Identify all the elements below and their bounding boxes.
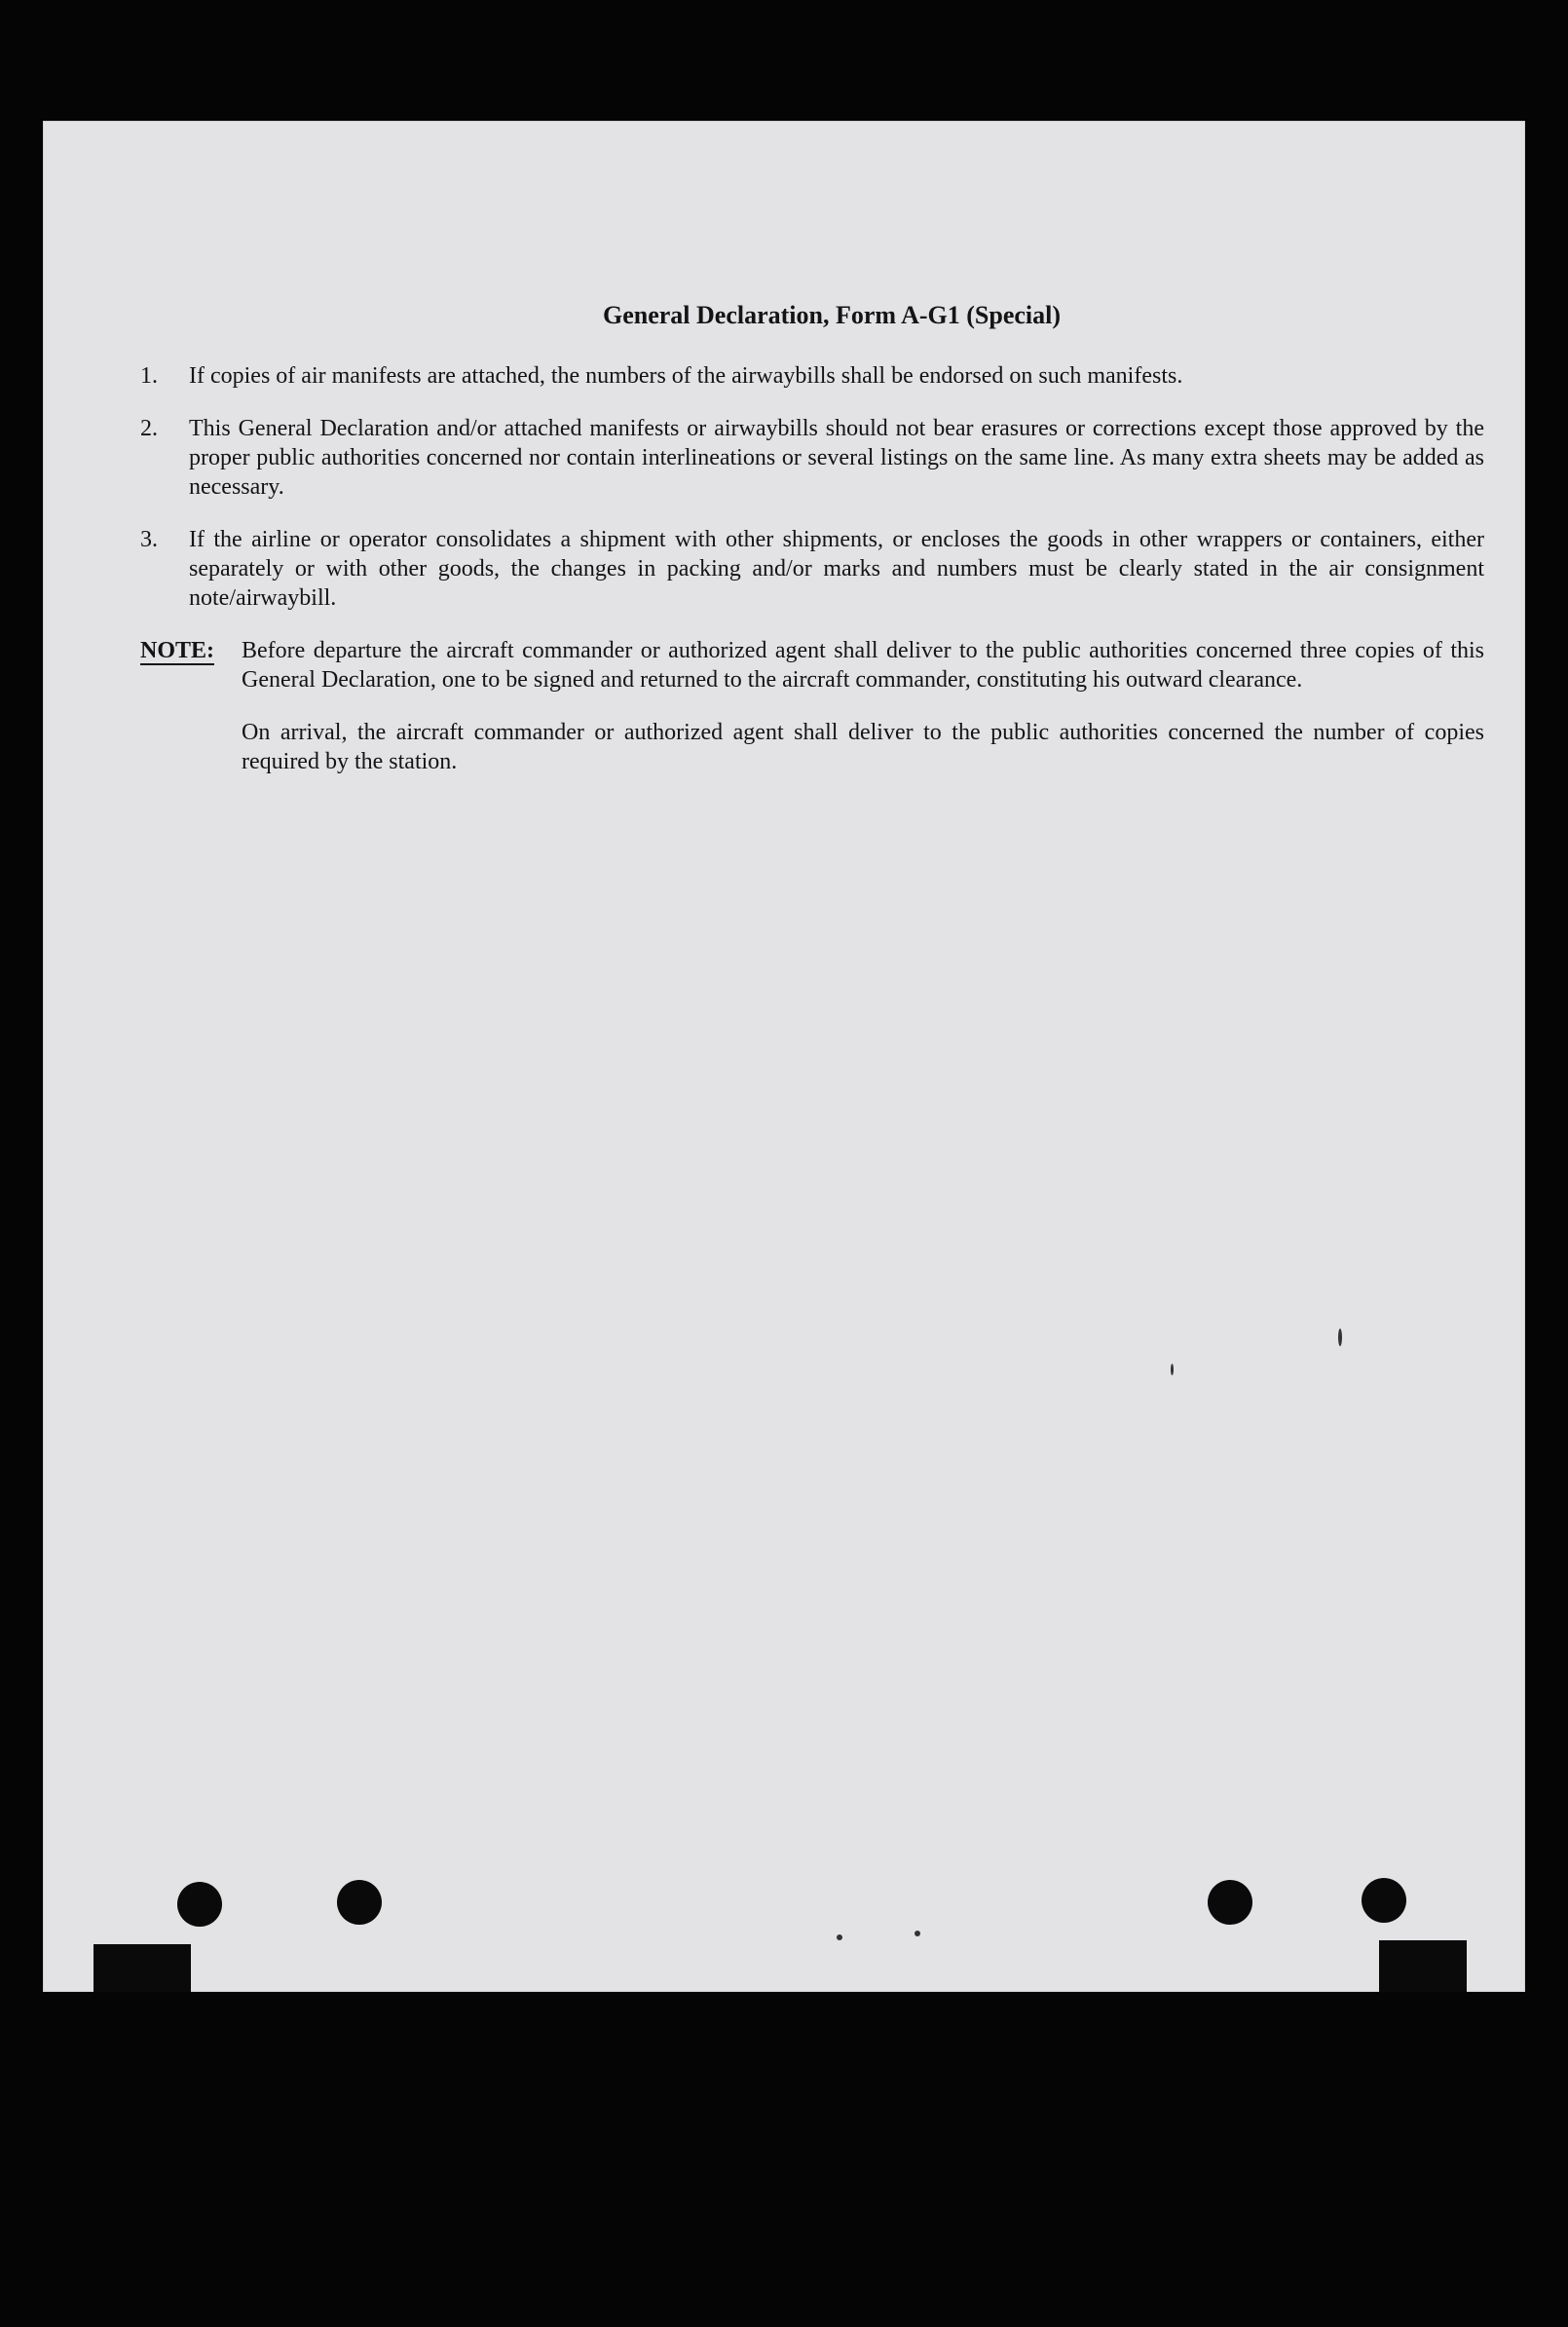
binder-hole-icon [337, 1880, 382, 1925]
item-text: If the airline or operator consolidates a shipment with other shipments, or encloses the goods in other wrappers or containers, either separately or with other goods, the changes in packing and/or marks and numbers must be clearly stated in the air consignment note/airwaybill. [189, 527, 1484, 611]
item-text: This General Declaration and/or attached manifests or airwaybills should not bear erasures or corrections except those approved by the proper public authorities concerned nor contain interlineations or several listings on the same line. As many extra sheets may be added as necessary. [189, 416, 1484, 500]
torn-corner-left [93, 1944, 191, 1992]
document-content [140, 301, 1484, 800]
binder-hole-icon [1362, 1878, 1406, 1923]
list-item [140, 525, 1484, 613]
scan-speck [915, 1931, 920, 1936]
list-item [140, 414, 1484, 502]
document-page [43, 121, 1525, 1992]
item-number: 1. [140, 363, 158, 389]
note-section [140, 636, 1484, 800]
binder-hole-icon [177, 1882, 222, 1927]
list-item [140, 361, 1484, 391]
document-title: General Declaration, Form A-G1 (Special) [602, 301, 1062, 329]
item-number: 3. [140, 527, 158, 552]
scan-speck [1338, 1329, 1342, 1346]
scan-speck [837, 1934, 842, 1940]
torn-corner-right [1379, 1940, 1467, 1992]
note-paragraph: On arrival, the aircraft commander or authorized agent shall deliver to the public authorities concerned the number of copies required by the station. [242, 720, 1484, 774]
item-number: 2. [140, 416, 158, 441]
note-paragraph: Before departure the aircraft commander or authorized agent shall deliver to the public authorities concerned three copies of this General Declaration, one to be signed and returned to the aircraft commander, constituting his outward clearance. [242, 638, 1484, 693]
item-text: If copies of air manifests are attached, the numbers of the airwaybills shall be endorsed on such manifests. [189, 363, 1183, 389]
scan-speck [1171, 1364, 1174, 1375]
note-body [242, 636, 1484, 800]
binder-hole-icon [1208, 1880, 1252, 1925]
note-label: NOTE: [140, 638, 215, 663]
